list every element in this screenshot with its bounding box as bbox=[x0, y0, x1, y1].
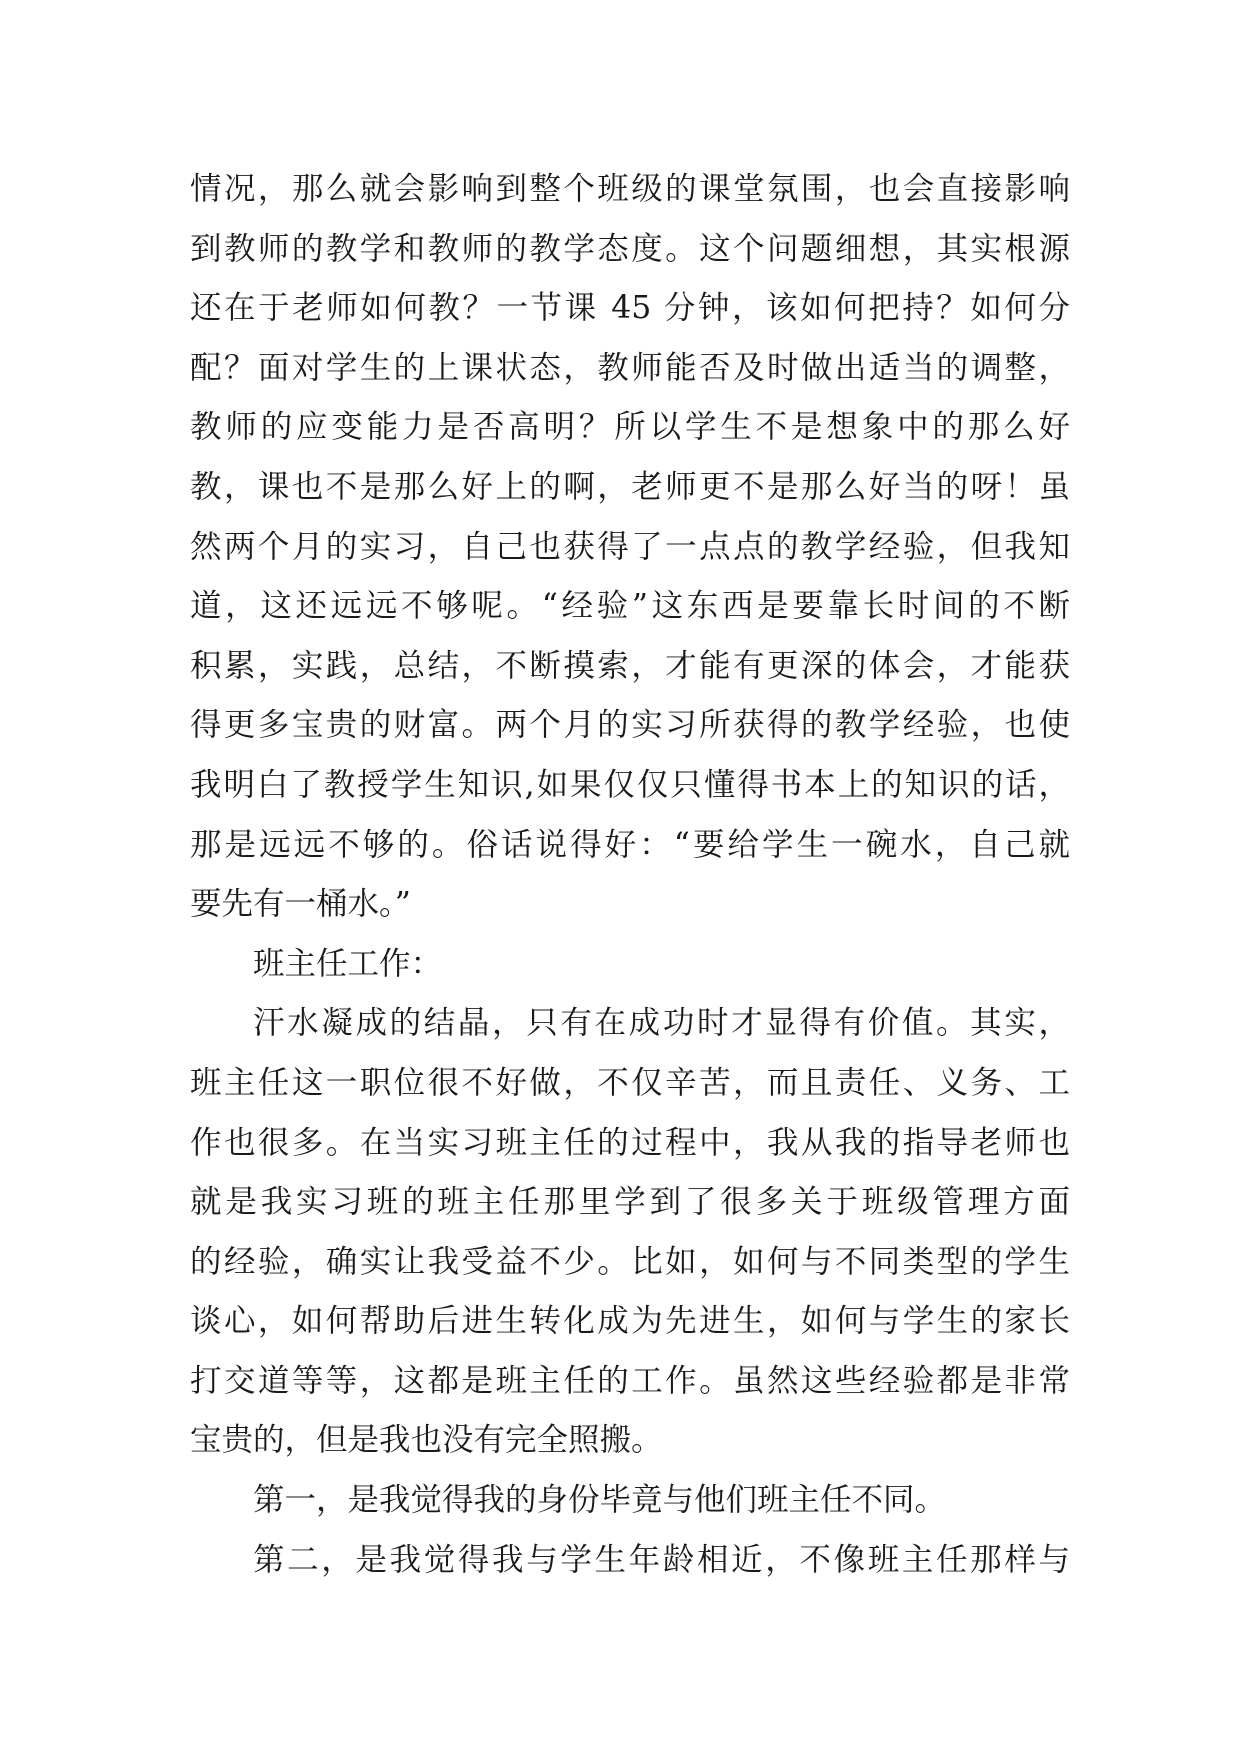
text-line: 然两个月的实习，自己也获得了一点点的教学经验，但我知 bbox=[190, 528, 1070, 565]
text-line: 要先有一桶水。” bbox=[190, 886, 411, 923]
text-line: 情况，那么就会影响到整个班级的课堂氛围，也会直接影响 bbox=[190, 171, 1070, 207]
text-line: 积累，实践，总结，不断摸索，才能有更深的体会，才能获 bbox=[190, 647, 1070, 684]
text-line: 汗水凝成的结晶，只有在成功时才显得有价值。其实， bbox=[253, 1005, 1070, 1042]
text-line: 教，课也不是那么好上的啊，老师更不是那么好当的呀！虽 bbox=[190, 468, 1070, 505]
text-line: 到教师的教学和教师的教学态度。这个问题细想，其实根源 bbox=[190, 230, 1070, 267]
body-text bbox=[190, 160, 1070, 1590]
text-line: 打交道等等，这都是班主任的工作。虽然这些经验都是非常 bbox=[190, 1362, 1070, 1399]
text-line: 配？面对学生的上课状态，教师能否及时做出适当的调整， bbox=[190, 349, 1070, 386]
text-line: 宝贵的，但是我也没有完全照搬。 bbox=[190, 1422, 663, 1459]
text-line: 第一，是我觉得我的身份毕竟与他们班主任不同。 bbox=[253, 1482, 947, 1519]
text-line: 那是远远不够的。俗话说得好：“要给学生一碗水，自己就 bbox=[190, 826, 1070, 863]
text-line: 道，这还远远不够呢。“经验”这东西是要靠长时间的不断 bbox=[190, 588, 1070, 625]
text-line: 还在于老师如何教？一节课 45 分钟，该如何把持？如何分 bbox=[190, 290, 1070, 327]
text-line: 第二，是我觉得我与学生年龄相近，不像班主任那样与 bbox=[253, 1541, 1070, 1578]
text-line: 谈心，如何帮助后进生转化成为先进生，如何与学生的家长 bbox=[190, 1303, 1070, 1340]
text-line: 的经验，确实让我受益不少。比如，如何与不同类型的学生 bbox=[190, 1243, 1070, 1280]
text-line: 教师的应变能力是否高明？所以学生不是想象中的那么好 bbox=[190, 409, 1070, 446]
text-line: 我明白了教授学生知识,如果仅仅只懂得书本上的知识的话， bbox=[190, 766, 1070, 803]
text-line: 得更多宝贵的财富。两个月的实习所获得的教学经验，也使 bbox=[190, 707, 1070, 744]
text-line: 作也很多。在当实习班主任的过程中，我从我的指导老师也 bbox=[190, 1124, 1070, 1161]
text-line: 班主任这一职位很不好做，不仅辛苦，而且责任、义务、工 bbox=[190, 1064, 1070, 1101]
section-heading: 班主任工作： bbox=[253, 945, 443, 982]
text-line: 就是我实习班的班主任那里学到了很多关于班级管理方面 bbox=[190, 1184, 1070, 1221]
